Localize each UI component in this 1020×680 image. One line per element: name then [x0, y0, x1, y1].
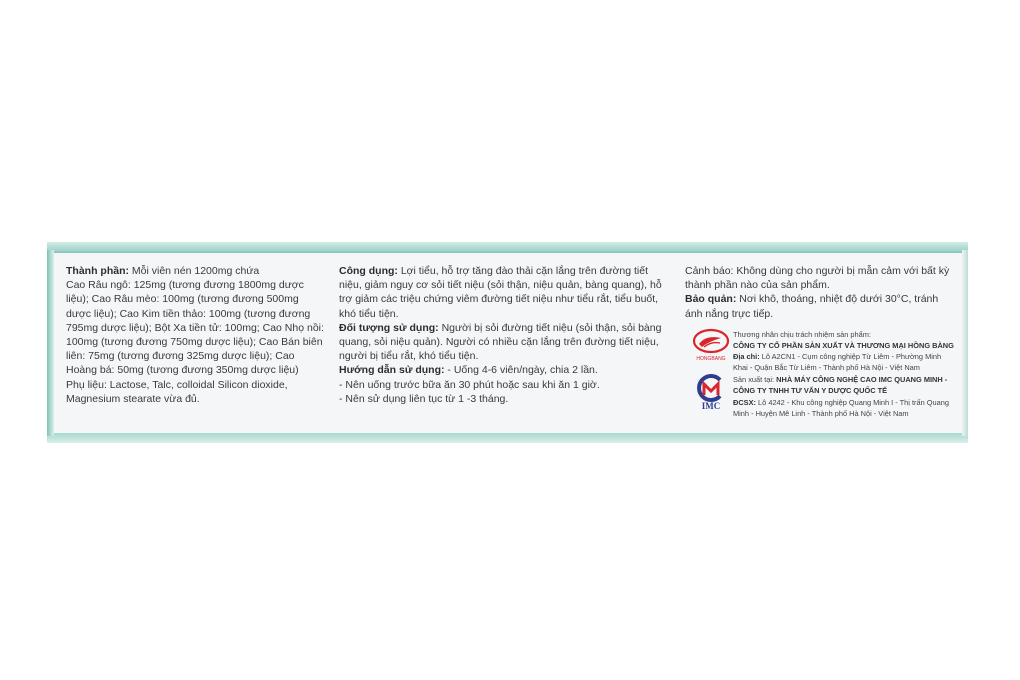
- box-bottom-edge: [47, 433, 968, 443]
- manufacturer: [733, 375, 955, 396]
- excipients: Phụ liệu: Lactose, Talc, colloidal Silicon dioxide, Magnesium stearate vừa đủ.: [66, 378, 288, 405]
- warning-column: [685, 264, 955, 321]
- composition-label: Thành phần:: [66, 265, 129, 277]
- address-text: Lô A2CN1 - Cụm công nghiệp Từ Liêm - Phường Minh Khai - Quận Bắc Từ Liêm - Thành phố Hà Nội - Việt Nam: [733, 352, 942, 372]
- box-right-edge: [962, 250, 968, 436]
- usage-line-3: - Nên sử dụng liên tục từ 1 -3 tháng.: [339, 392, 509, 405]
- uses-text: Lợi tiểu, hỗ trợ tăng đào thải cặn lắng trên đường tiết niệu, giảm nguy cơ sỏi tiết niệu (sỏi thận, niệu quản, bàng quang), hỗ trợ giảm các triệu chứng viêm đường tiết niệu như tiểu rắt, tiểu buốt, khó tiểu tiện.: [339, 265, 662, 320]
- imc-logo-text: IMC: [701, 401, 721, 411]
- uses-paragraph: [339, 264, 672, 321]
- company-name: CÔNG TY CỔ PHẦN SẢN XUẤT VÀ THƯƠNG MẠI HỒNG BÀNG: [733, 341, 954, 350]
- composition-body: Cao Râu ngô: 125mg (tương đương 1800mg dược liệu); Cao Râu mèo: 100mg (tương đương 500mg dược liệu); Cao Kim tiền thảo: 100mg (tương đương 795mg dược liệu); Bột Xa tiền tử: 100mg; Cao Nhọ nồi: 100mg (tương đương 750mg dược liệu); Cao Bán biên liên: 75mg (tương đương 325mg dược liệu); Cao Hoàng bá: 50mg (tương đương 350mg dược liệu): [66, 279, 324, 377]
- box-left-edge: [47, 250, 54, 436]
- uses-label: Công dụng:: [339, 265, 398, 277]
- company-address: [733, 352, 951, 373]
- composition-column: [66, 264, 324, 406]
- factory-label: ĐCSX:: [733, 398, 756, 407]
- users-paragraph: [339, 321, 672, 364]
- warning-text: Cảnh báo: Không dùng cho người bị mẫn cảm với bất kỳ thành phần nào của sản phẩm.: [685, 265, 950, 292]
- factory-text: Lô 4242 - Khu công nghiệp Quang Minh I - Thị trấn Quang Minh - Huyện Mê Linh - Thành phố Hà Nội - Việt Nam: [733, 398, 949, 418]
- storage-paragraph: [685, 292, 955, 320]
- usage-text: - Uống 4-6 viên/ngày, chia 2 lần.: [444, 364, 598, 377]
- made-at-label: Sản xuất tại:: [733, 375, 777, 384]
- users-label: Đối tượng sử dụng:: [339, 321, 439, 334]
- box-top-edge: [47, 242, 968, 253]
- composition-heading: [66, 264, 324, 278]
- usage-label: Hướng dẫn sử dụng:: [339, 364, 445, 377]
- storage-text: Nơi khô, thoáng, nhiệt độ dưới 30°C, tránh ánh nắng trực tiếp.: [685, 293, 939, 320]
- responsible-label: Thương nhân chịu trách nhiệm sản phẩm:: [733, 330, 871, 339]
- hongbang-logo-icon: [690, 328, 732, 362]
- users-text: Người bị sỏi đường tiết niệu (sỏi thận, sỏi bàng quang, sỏi niệu quản). Người có nhiều cặn lắng trên đường tiết niệu, người bị tiểu rắt, khó tiểu tiện.: [339, 321, 662, 363]
- usage-paragraph: [339, 363, 672, 377]
- imc-logo-icon: [690, 373, 732, 411]
- usage-line-2: - Nên uống trước bữa ăn 30 phút hoặc sau khi ăn 1 giờ.: [339, 378, 600, 391]
- composition-intro: Mỗi viên nén 1200mg chứa: [129, 265, 260, 277]
- storage-label: Bảo quản:: [685, 293, 737, 306]
- hongbang-logo-text: HONGBANG: [696, 356, 726, 362]
- factory-address: [733, 398, 955, 419]
- usage-column: [339, 264, 672, 406]
- address-label: Địa chỉ:: [733, 352, 760, 361]
- made-at-text: NHÀ MÁY CÔNG NGHỆ CAO IMC QUANG MINH - CÔNG TY TNHH TƯ VẤN Y DƯỢC QUỐC TẾ: [733, 375, 948, 395]
